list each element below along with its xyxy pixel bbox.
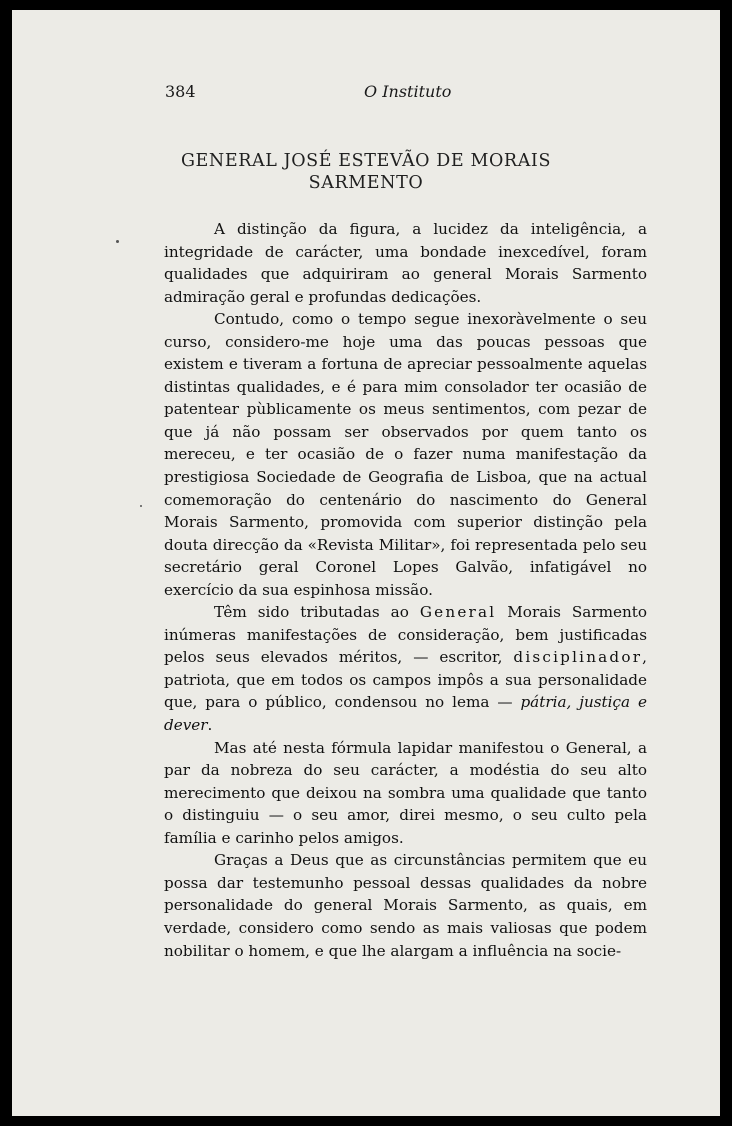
paragraph-3-motto: pátria, justiça e dever	[164, 693, 647, 735]
paragraph-5: Graças a Deus que as circunstâncias permitem que eu possa dar testemunho pessoal dessas qualidades da nobre personalidade do general Morais Sarmento, as quais, em verdade, considero como sendo as mais valiosas que podem nobilitar o homem, e que lhe alargam a influência na socie-	[164, 851, 647, 960]
paragraph-3-text-c: Morais Sarmento inúmeras manifestações de consideração, bem justificadas pelos seus elevados méritos, — escritor,	[164, 603, 648, 667]
paragraph-4: Mas até nesta fórmula lapidar manifestou o General, a par da nobreza do seu carácter, a modéstia do seu alto merecimento que deixou na sombra uma qualidade que tanto o distinguiu — o seu amor, direi mesmo, o seu culto pela família e carinho pelos amigos.	[164, 738, 647, 847]
paragraph-3-spaced-general: General	[419, 603, 497, 622]
paragraph-3-text-g: .	[207, 716, 213, 735]
article-title-line-1: GENERAL JOSÉ ESTEVÃO DE MORAIS	[180, 151, 552, 171]
paragraph-2: Contudo, como o tempo segue inexoràvelmente o seu curso, considero-me hoje uma das poucas pessoas que existem e tiveram a fortuna de apreciar pessoalmente aquelas distintas qualidades, e é para mim consolador ter ocasião de patentear pùblicamente os meus sentimentos, com pezar de que já não possam ser observados por quem tanto os mereceu, e ter ocasião de o fazer numa manifestação da prestigiosa Sociedade de Geografia de Lisboa, que na actual comemoração do centenário do nascimento do General Morais Sarmento, promovida com superior distinção pela douta direcção da «Revista Militar», foi representada pelo seu secretário geral Coronel Lopes Galvão, infatigável no exercício da sua espinhosa missão.	[164, 310, 647, 599]
print-speck	[140, 505, 142, 507]
book-page	[12, 10, 720, 1116]
paragraph-3-spaced-disciplinador: disciplinador	[513, 648, 643, 667]
article-body	[164, 218, 647, 962]
paragraph-3	[164, 601, 647, 736]
paragraph-3-text-a: Têm sido tributadas ao	[214, 603, 420, 622]
page-number: 384	[165, 82, 196, 101]
running-title: O Instituto	[364, 82, 452, 101]
article-title-line-2: SARMENTO	[308, 173, 424, 193]
article-title	[12, 150, 720, 194]
print-speck	[116, 240, 119, 243]
page-header	[12, 82, 720, 106]
paragraph-1: A distinção da figura, a lucidez da inteligência, a integridade de carácter, uma bondade inexcedível, foram qualidades que adquiriram ao general Morais Sarmento admiração geral e profundas dedicações.	[164, 220, 647, 306]
paragraph-3-text-e: , patriota, que em todos os campos impôs a sua personalidade que, para o público, condensou no lema —	[164, 648, 647, 712]
